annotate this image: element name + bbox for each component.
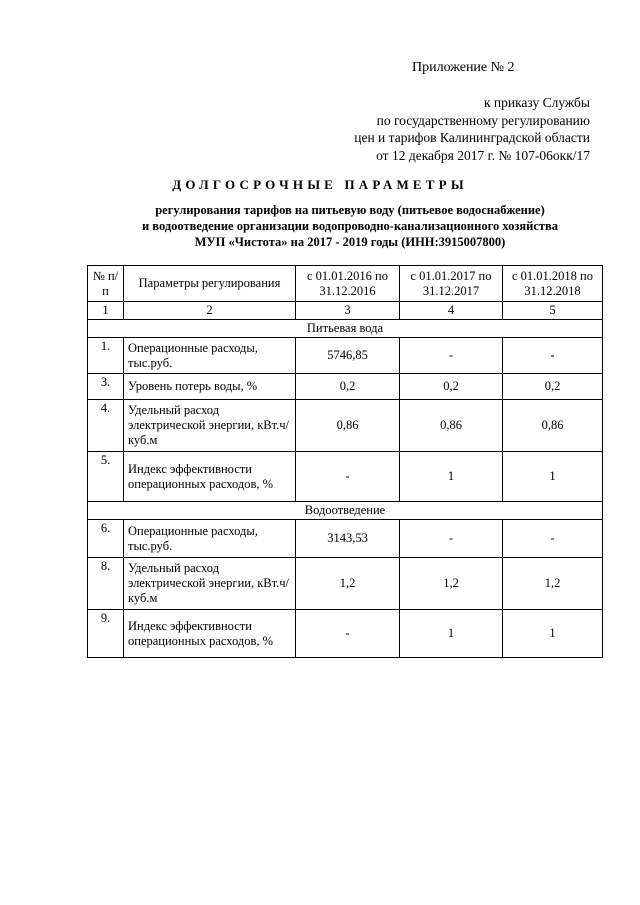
row-parameter: Индекс эффективности операционных расходов, % bbox=[124, 452, 296, 502]
order-line: к приказу Службы bbox=[483, 95, 590, 110]
value-2016: 3143,53 bbox=[296, 520, 400, 558]
value-2017: 0,86 bbox=[400, 400, 503, 452]
table-row bbox=[88, 452, 603, 502]
row-number: 9. bbox=[88, 610, 124, 658]
row-parameter: Удельный расход электрической энергии, кВт.ч/куб.м bbox=[124, 558, 296, 610]
subtitle-line: МУП «Чистота» на 2017 - 2019 годы (ИНН:3915007800) bbox=[194, 235, 506, 249]
section-row bbox=[88, 320, 603, 338]
order-line: цен и тарифов Калининградской области bbox=[354, 130, 590, 145]
column-index-cell: 3 bbox=[296, 302, 400, 320]
row-number: 4. bbox=[88, 400, 124, 452]
section-row bbox=[88, 502, 603, 520]
table-row bbox=[88, 338, 603, 374]
table-row bbox=[88, 610, 603, 658]
value-2018: 1 bbox=[503, 610, 603, 658]
appendix-title: Приложение № 2 bbox=[412, 60, 515, 75]
column-index-cell: 1 bbox=[88, 302, 124, 320]
value-2016: 0,2 bbox=[296, 374, 400, 400]
value-2017: 1 bbox=[400, 610, 503, 658]
value-2018: 0,2 bbox=[503, 374, 603, 400]
value-2016: 1,2 bbox=[296, 558, 400, 610]
table-row bbox=[88, 520, 603, 558]
row-parameter: Удельный расход электрической энергии, кВт.ч/куб.м bbox=[124, 400, 296, 452]
document-subtitle bbox=[100, 202, 600, 250]
value-2018: - bbox=[503, 520, 603, 558]
row-number: 8. bbox=[88, 558, 124, 610]
value-2018: 1,2 bbox=[503, 558, 603, 610]
value-2017: 1 bbox=[400, 452, 503, 502]
subtitle-line: и водоотведение организации водопроводно-канализационного хозяйства bbox=[141, 219, 559, 233]
subtitle-line: регулирования тарифов на питьевую воду (питьевое водоснабжение) bbox=[155, 203, 545, 217]
parameters-table bbox=[87, 265, 603, 658]
table-row bbox=[88, 558, 603, 610]
value-2016: 5746,85 bbox=[296, 338, 400, 374]
value-2016: 0,86 bbox=[296, 400, 400, 452]
row-number: 5. bbox=[88, 452, 124, 502]
document-title: ДОЛГОСРОЧНЫЕ ПАРАМЕТРЫ bbox=[172, 177, 468, 192]
value-2017: 0,2 bbox=[400, 374, 503, 400]
value-2016: - bbox=[296, 610, 400, 658]
header-num: № п/п bbox=[88, 266, 124, 302]
table-row bbox=[88, 400, 603, 452]
value-2018: 0,86 bbox=[503, 400, 603, 452]
order-line: от 12 декабря 2017 г. № 107-06окк/17 bbox=[376, 147, 590, 163]
table-row bbox=[88, 374, 603, 400]
column-index-cell: 5 bbox=[503, 302, 603, 320]
value-2016: - bbox=[296, 452, 400, 502]
value-2017: - bbox=[400, 338, 503, 374]
column-index-cell: 2 bbox=[124, 302, 296, 320]
row-parameter: Операционные расходы, тыс.руб. bbox=[124, 520, 296, 558]
column-index-row bbox=[88, 302, 603, 320]
row-parameter: Уровень потерь воды, % bbox=[124, 374, 296, 400]
value-2018: - bbox=[503, 338, 603, 374]
value-2017: - bbox=[400, 520, 503, 558]
header-period-2018: с 01.01.2018 по 31.12.2018 bbox=[503, 266, 603, 302]
column-index-cell: 4 bbox=[400, 302, 503, 320]
row-parameter: Операционные расходы, тыс.руб. bbox=[124, 338, 296, 374]
table-header-row bbox=[88, 266, 603, 302]
row-number: 3. bbox=[88, 374, 124, 400]
row-number: 6. bbox=[88, 520, 124, 558]
header-period-2017: с 01.01.2017 по 31.12.2017 bbox=[400, 266, 503, 302]
section-title: Водоотведение bbox=[88, 502, 603, 520]
value-2018: 1 bbox=[503, 452, 603, 502]
header-param: Параметры регулирования bbox=[124, 266, 296, 302]
value-2017: 1,2 bbox=[400, 558, 503, 610]
section-title: Питьевая вода bbox=[88, 320, 603, 338]
order-reference bbox=[300, 94, 590, 164]
row-number: 1. bbox=[88, 338, 124, 374]
header-period-2016: с 01.01.2016 по 31.12.2016 bbox=[296, 266, 400, 302]
order-line: по государственному регулированию bbox=[376, 112, 590, 128]
row-parameter: Индекс эффективности операционных расходов, % bbox=[124, 610, 296, 658]
